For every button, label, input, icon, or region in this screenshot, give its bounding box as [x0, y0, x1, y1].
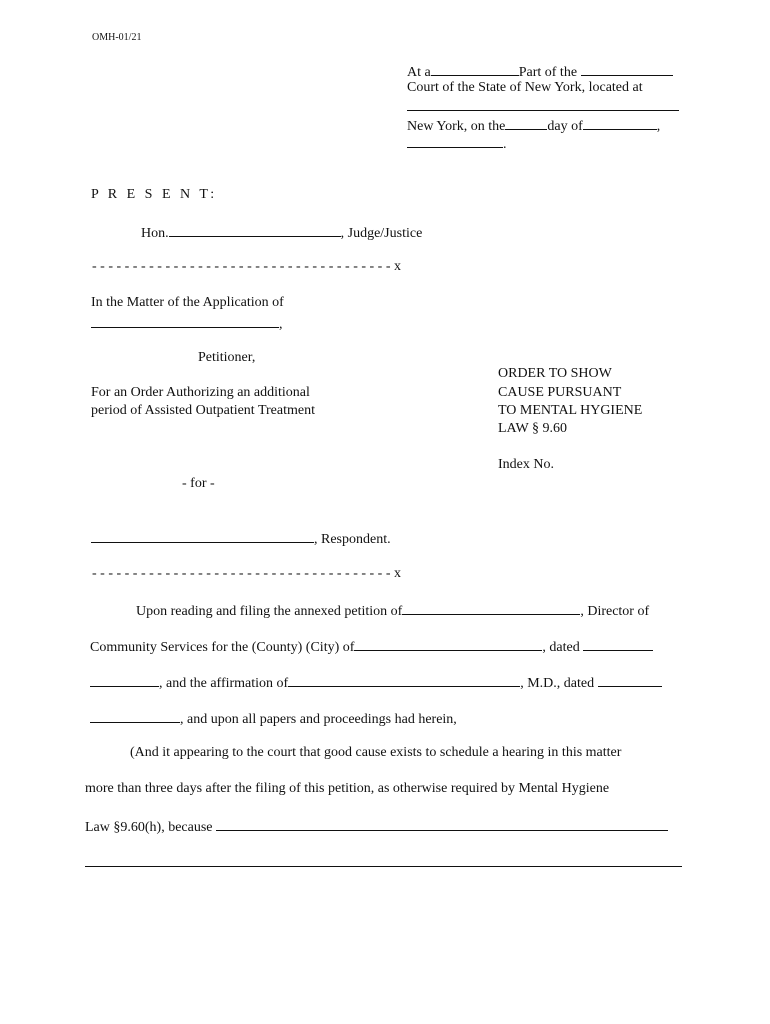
body-text-3a: , and the affirmation of	[159, 676, 289, 691]
body-line-3	[90, 673, 662, 692]
body-text-1b: , Director of	[580, 604, 650, 619]
judge-name-field[interactable]	[169, 223, 341, 237]
body-text-3b: , M.D., dated	[520, 676, 595, 691]
body-text-2a: Community Services for the (County) (City) of	[90, 640, 355, 655]
divider-top: - - - - - - - - - - - - - - - - - - - - - - - - - - - - - - - - - - - - - x	[92, 259, 401, 274]
reason-field[interactable]	[216, 817, 668, 831]
respondent-label: , Respondent.	[314, 532, 391, 547]
form-code: OMH-01/21	[92, 32, 142, 43]
body-line-4	[90, 709, 457, 728]
index-number-label: Index No.	[498, 457, 554, 472]
matter-comma: ,	[279, 317, 283, 332]
respondent-name-field[interactable]	[91, 529, 314, 543]
body-line-6: more than three days after the filing of this petition, as otherwise required by Mental Hygiene	[85, 781, 610, 796]
caption-at-label: At a	[407, 65, 431, 80]
body-line-2	[90, 637, 653, 656]
judge-line	[141, 223, 422, 242]
body-text-2b: , dated	[542, 640, 580, 655]
body-text-1a: Upon reading and filing the annexed petition of	[136, 604, 403, 619]
affirmation-date-field[interactable]	[598, 673, 662, 687]
judge-suffix: , Judge/Justice	[340, 226, 423, 241]
day-field[interactable]	[505, 116, 547, 130]
caption-date-label: New York, on the	[407, 119, 506, 134]
divider-bottom: - - - - - - - - - - - - - - - - - - - - - - - - - - - - - - - - - - - - - x	[92, 566, 401, 581]
caption-line-2: Court of the State of New York, located at	[407, 80, 643, 95]
order-line-1: For an Order Authorizing an additional	[91, 385, 310, 400]
caption-line-5	[407, 134, 507, 153]
caption-line-4	[407, 116, 660, 135]
title-line-3: TO MENTAL HYGIENE	[498, 403, 643, 418]
caption-comma: ,	[656, 119, 661, 134]
matter-line-2	[91, 314, 283, 333]
month-field[interactable]	[583, 116, 657, 130]
court-location-field[interactable]	[407, 110, 679, 111]
title-line-4: LAW § 9.60	[498, 421, 568, 436]
petitioner-label: Petitioner,	[198, 350, 256, 365]
year-field[interactable]	[407, 134, 503, 148]
body-text-4: , and upon all papers and proceedings had herein,	[180, 712, 457, 727]
matter-line-1: In the Matter of the Application of	[91, 295, 284, 310]
title-line-2: CAUSE PURSUANT	[498, 385, 622, 400]
petition-date-cont-field[interactable]	[90, 673, 159, 687]
respondent-line	[91, 529, 391, 548]
part-name-field[interactable]	[581, 62, 673, 76]
petitioner-name-field[interactable]	[91, 314, 279, 328]
present-label: P R E S E N T:	[91, 187, 218, 202]
body-text-7: Law §9.60(h), because	[85, 820, 213, 835]
caption-period: .	[503, 137, 507, 152]
caption-part-label: Part of the	[518, 65, 578, 80]
body-line-5: (And it appearing to the court that good cause exists to schedule a hearing in this matter	[130, 745, 622, 760]
county-city-field[interactable]	[354, 637, 542, 651]
petition-date-field[interactable]	[583, 637, 653, 651]
body-line-7	[85, 817, 668, 836]
title-line-1: ORDER TO SHOW	[498, 366, 612, 381]
order-line-2: period of Assisted Outpatient Treatment	[91, 403, 315, 418]
for-label: - for -	[182, 476, 215, 491]
reason-continuation-field[interactable]	[85, 866, 682, 867]
caption-dayof-label: day of	[547, 119, 583, 134]
body-line-1	[136, 601, 649, 620]
part-number-field[interactable]	[431, 62, 519, 76]
physician-name-field[interactable]	[288, 673, 520, 687]
judge-prefix: Hon.	[141, 226, 169, 241]
caption-line-1	[407, 62, 673, 81]
petition-author-field[interactable]	[402, 601, 580, 615]
affirmation-date-cont-field[interactable]	[90, 709, 180, 723]
